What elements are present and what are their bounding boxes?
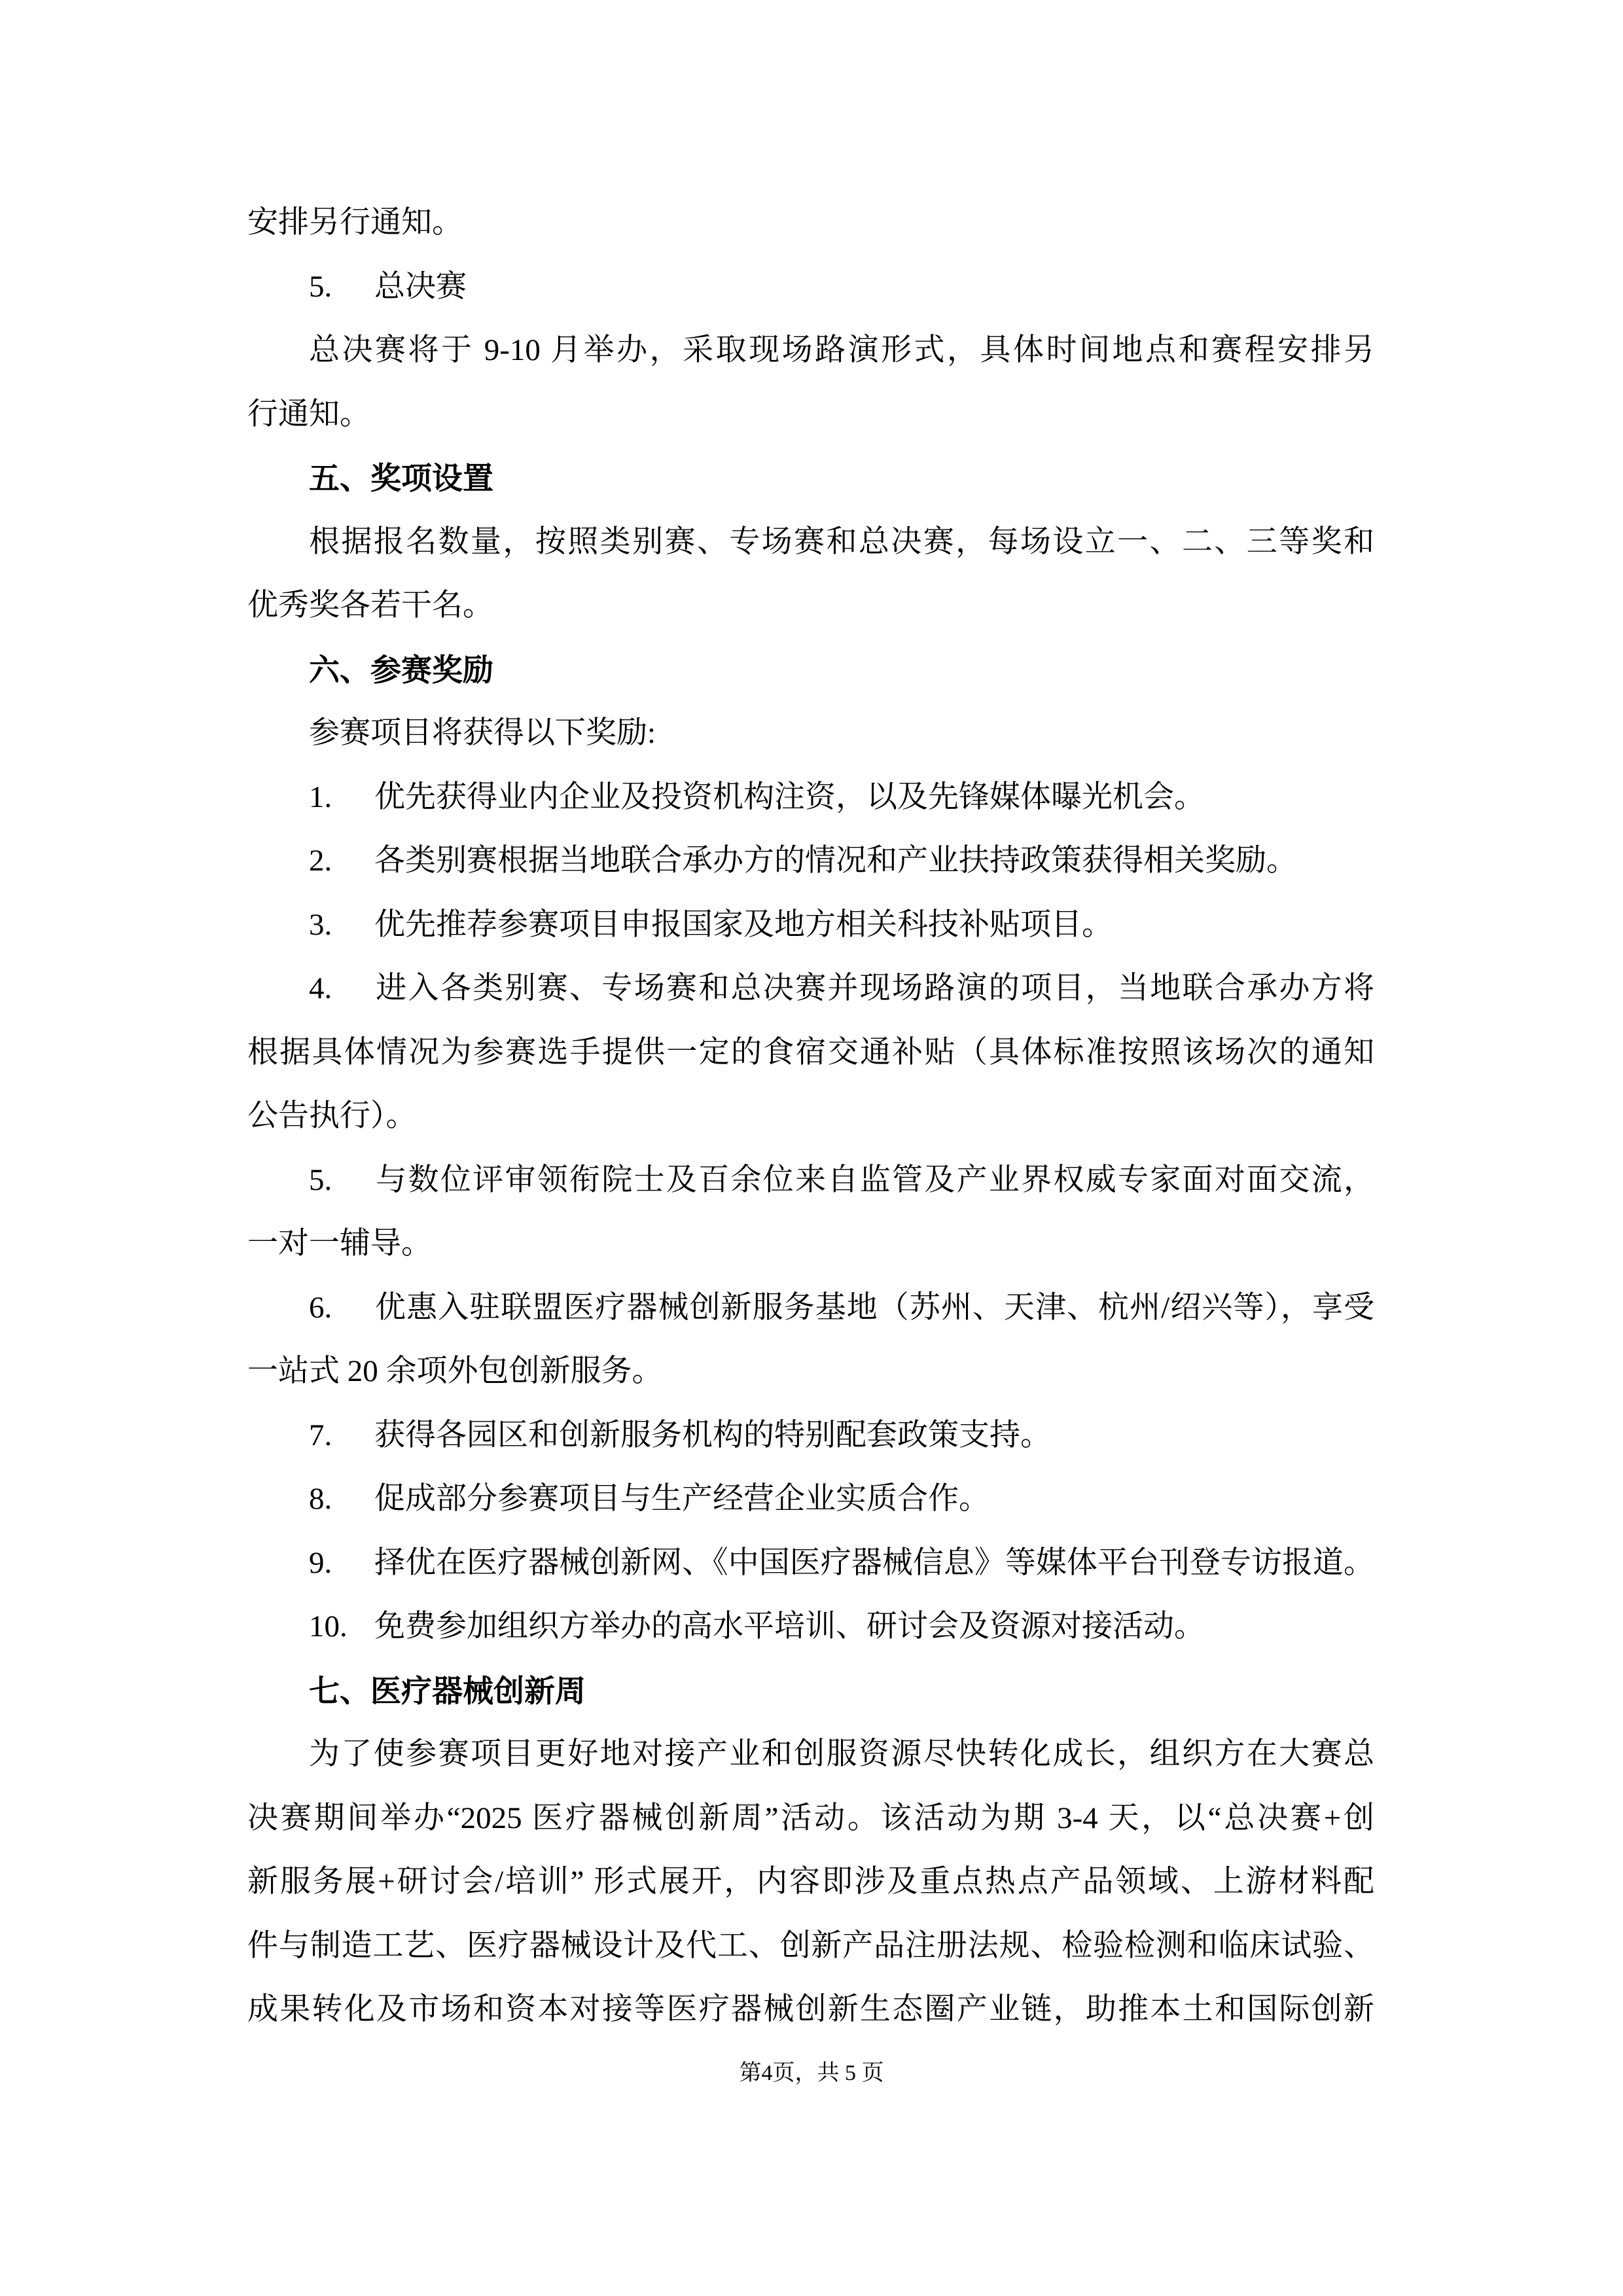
list-marker: 7. — [309, 1418, 332, 1452]
paragraph-line: 一站式 20 余项外包创新服务。 — [247, 1354, 663, 1388]
list-item — [247, 957, 1374, 1021]
paragraph-line: 根据具体情况为参赛选手提供一定的食宿交通补贴（具体标准按照该场次的通知 — [247, 1035, 1374, 1069]
paragraph-line: 优秀奖各若干名。 — [247, 588, 493, 622]
list-item — [247, 255, 1374, 319]
section-heading: 七、医疗器械创新周 — [309, 1673, 586, 1708]
list-marker: 5. — [309, 1162, 332, 1197]
list-item — [247, 1149, 1374, 1213]
paragraph-line: 一对一辅导。 — [247, 1227, 432, 1261]
list-marker: 2. — [309, 844, 332, 878]
list-item-text: 促成部分参赛项目与生产经营企业实质合作。 — [374, 1482, 990, 1516]
paragraph-line: 公告执行）。 — [247, 1099, 417, 1133]
list-marker: 5. — [309, 269, 332, 304]
paragraph-line: 决赛期间举办“2025 医疗器械创新周”活动。该活动为期 3-4 天，以“总决赛+创 — [247, 1801, 1374, 1835]
list-item-text: 总决赛 — [374, 269, 467, 304]
list-item-text: 各类别赛根据当地联合承办方的情况和产业扶持政策获得相关奖励。 — [374, 844, 1297, 878]
paragraph-line: 件与制造工艺、医疗器械设计及代工、创新产品注册法规、检验检测和临床试验、 — [247, 1928, 1374, 1963]
list-item — [247, 893, 1374, 958]
list-item-text: 优先推荐参赛项目申报国家及地方相关科技补贴项目。 — [374, 907, 1113, 942]
list-item — [247, 1595, 1374, 1659]
list-item-text: 进入各类别赛、专场赛和总决赛并现场路演的项目，当地联合承办方将 — [374, 971, 1374, 1005]
list-item — [247, 1276, 1374, 1340]
paragraph-line: 安排另行通知。 — [247, 206, 463, 240]
list-item — [247, 1467, 1374, 1532]
list-item-text: 获得各园区和创新服务机构的特别配套政策支持。 — [374, 1418, 1051, 1452]
paragraph-line: 总决赛将于 9-10 月举办，采取现场路演形式，具体时间地点和赛程安排另 — [309, 333, 1374, 367]
paragraph-line: 成果转化及市场和资本对接等医疗器械创新生态圈产业链，助推本土和国际创新 — [247, 1992, 1374, 2026]
paragraph-line: 新服务展+研讨会/培训” 形式展开，内容即涉及重点热点产品领域、上游材料配 — [247, 1865, 1374, 1899]
section-heading: 六、参赛奖励 — [309, 652, 493, 687]
list-item-text: 优先获得业内企业及投资机构注资，以及先锋媒体曝光机会。 — [374, 780, 1205, 814]
list-item-text: 免费参加组织方举办的高水平培训、研讨会及资源对接活动。 — [374, 1609, 1205, 1643]
paragraph-line: 行通知。 — [247, 397, 370, 431]
list-item — [247, 766, 1374, 830]
list-marker: 1. — [309, 780, 332, 814]
list-item — [247, 829, 1374, 893]
document-body — [247, 191, 1374, 2042]
list-item-text: 与数位评审领衔院士及百余位来自监管及产业界权威专家面对面交流， — [374, 1162, 1374, 1197]
list-marker: 3. — [309, 907, 332, 942]
paragraph-line: 参赛项目将获得以下奖励: — [309, 716, 656, 750]
list-item — [247, 1404, 1374, 1468]
list-item — [247, 1532, 1374, 1596]
page-footer: 第4页，共 5 页 — [739, 2061, 884, 2085]
list-item-text: 优惠入驻联盟医疗器械创新服务基地（苏州、天津、杭州/绍兴等），享受 — [374, 1290, 1374, 1325]
section-heading: 五、奖项设置 — [309, 461, 493, 495]
list-marker: 6. — [309, 1290, 332, 1325]
paragraph-line: 根据报名数量，按照类别赛、专场赛和总决赛，每场设立一、二、三等奖和 — [309, 524, 1374, 559]
list-marker: 9. — [309, 1545, 332, 1580]
list-marker: 4. — [309, 971, 332, 1005]
list-marker: 10. — [309, 1609, 348, 1643]
list-marker: 8. — [309, 1482, 332, 1516]
list-item-text: 择优在医疗器械创新网、《中国医疗器械信息》等媒体平台刊登专访报道。 — [374, 1545, 1374, 1580]
paragraph-line: 为了使参赛项目更好地对接产业和创服资源尽快转化成长，组织方在大赛总 — [309, 1737, 1374, 1771]
